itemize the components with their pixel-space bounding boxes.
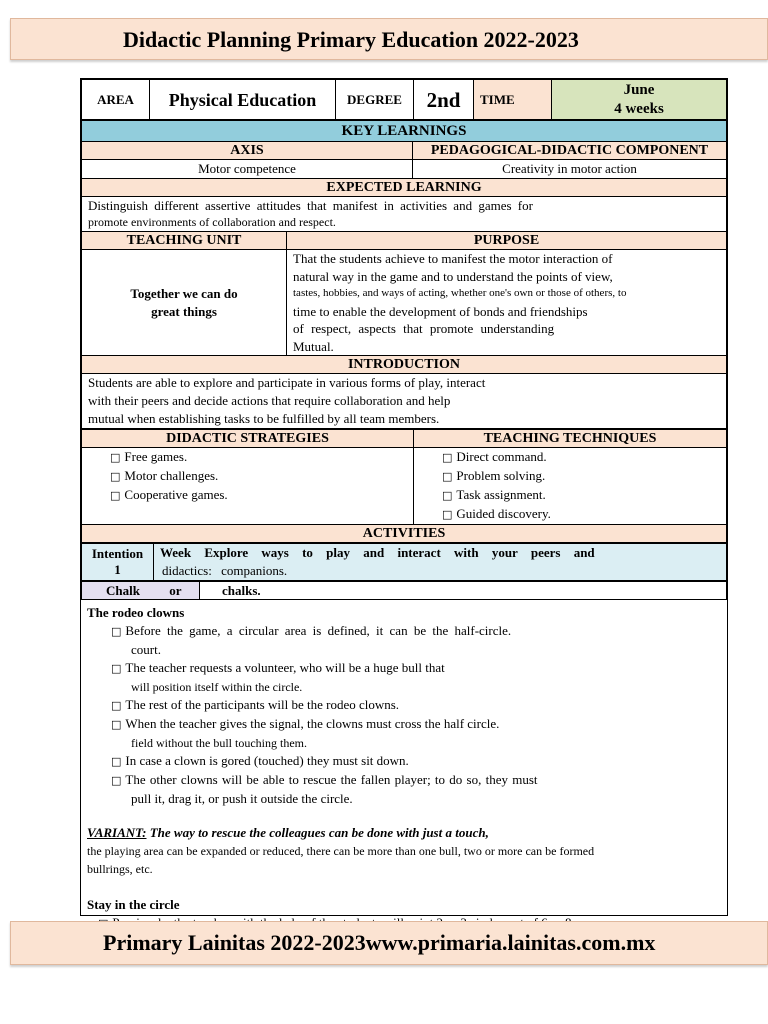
header-banner [10,18,768,60]
footer-banner [10,921,768,965]
intention-cell [82,544,154,581]
rodeo-step-4 [87,715,721,734]
techniques-list [414,448,727,525]
technique-item: □ Task assignment. [442,486,720,505]
rodeo-5: In case a clown is gored (touched) they must sit down. [125,753,409,768]
intro-line-2: with their peers and decide actions that require collaboration and help [88,393,451,408]
degree-value: 2nd [414,80,474,120]
variant-text: The way to rescue the colleagues can be done with just a touch, [146,825,489,840]
expected-learning-heading: EXPECTED LEARNING [82,179,727,197]
purpose-line-4: time to enable the development of bonds and friendships [293,303,588,319]
rodeo-2b: will position itself within the circle. [131,680,303,694]
variant-line-2: the playing area can be expanded or reduced, there can be more than one bull, two or more can be formed [87,844,595,858]
rodeo-4a: When the teacher gives the signal, the clowns must cross the half circle. [125,716,500,731]
purpose-heading: PURPOSE [287,232,727,250]
expected-learning-text [82,197,727,232]
axis-heading: AXIS [82,142,413,160]
technique-item: □ Direct command. [442,448,720,467]
rodeo-step-3 [87,696,721,715]
purpose-line-1: That the students achieve to manifest the motor interaction of [293,251,613,266]
intention-label: Intention [91,546,144,561]
rodeo-title: The rodeo clowns [87,605,185,620]
intention-number: 1 [114,562,121,577]
chalk-table [81,581,727,600]
area-label: AREA [82,80,150,120]
purpose-text [287,250,727,356]
component-heading: PEDAGOGICAL-DIDACTIC COMPONENT [413,142,727,160]
activity-description [154,544,727,581]
explore-line-2b: companions. [221,563,288,578]
explore-line-1: Explore ways to play and interact with your peers and [204,545,595,560]
unit-line-1: Together we can do [130,285,238,301]
activities-heading: ACTIVITIES [82,525,727,543]
or-label: or [169,582,182,598]
chalks-cell [200,582,727,600]
planning-document [80,78,728,916]
introduction-text [82,374,727,429]
chalk-label: Chalk [106,582,140,598]
strategies-table [81,429,727,543]
strategy-item: □ Cooperative games. [110,486,407,505]
rodeo-6b: pull it, drag it, or push it outside the circle. [131,791,353,806]
rodeo-step-1 [87,622,721,641]
component-value: Creativity in motor action [413,160,727,179]
time-label: TIME [474,80,552,120]
variant-line [87,824,721,842]
rodeo-1b: court. [131,642,161,657]
document-title: Didactic Planning Primary Education 2022-2023 [123,27,579,52]
area-value: Physical Education [150,80,336,120]
purpose-line-2: natural way in the game and to understand the points of view, [293,268,613,284]
degree-label: DEGREE [336,80,414,120]
time-value [552,80,727,120]
variant-label: VARIANT: [87,825,147,840]
strategy-item: □ Free games. [110,448,407,467]
footer-text: Primary Lainitas 2022-2023www.primaria.lainitas.com.mx [103,930,656,955]
purpose-line-6: Mutual. [293,338,334,354]
expected-line-1: Distinguish different assertive attitudes that manifest in activities and games for [88,198,533,213]
intro-line-1: Students are able to explore and participate in various forms of play, interact [88,375,486,390]
expected-line-2: promote environments of collaboration and respect. [88,215,336,229]
main-table [81,120,727,429]
rodeo-step-2 [87,659,721,678]
time-weeks: 4 weeks [614,100,664,117]
teaching-unit-value [82,250,287,356]
info-table [81,79,727,120]
intro-line-3: mutual when establishing tasks to be fulfilled by all team members. [88,411,440,426]
activity-body [81,600,727,937]
stay-title: Stay in the circle [87,897,180,912]
purpose-line-3: tastes, hobbies, and ways of acting, whether one's own or those of others, to [293,287,627,299]
rodeo-4b: field without the bull touching them. [131,736,307,750]
variant-line-3: bullrings, etc. [87,862,153,876]
technique-item: □ Problem solving. [442,467,720,486]
rodeo-3: The rest of the participants will be the rodeo clowns. [125,697,400,712]
teaching-unit-heading: TEACHING UNIT [82,232,287,250]
axis-value: Motor competence [82,160,413,179]
week-label: Week [160,545,192,560]
strategies-list [82,448,414,525]
unit-line-2: great things [151,303,217,319]
introduction-heading: INTRODUCTION [82,356,727,374]
rodeo-1a: Before the game, a circular area is defined, it can be the half-circle. [125,623,512,638]
strategies-heading: DIDACTIC STRATEGIES [82,430,414,448]
chalks-label: chalks. [222,582,261,598]
technique-item: □ Guided discovery. [442,505,720,524]
rodeo-6a: The other clowns will be able to rescue the fallen player; to do so, they must [125,772,538,787]
rodeo-step-5 [87,752,721,771]
activity-intention-table [81,543,727,581]
explore-line-2a: didactics: [162,563,212,578]
key-learnings-heading: KEY LEARNINGS [82,121,727,142]
chalk-cell [82,582,200,600]
rodeo-2a: The teacher requests a volunteer, who will be a huge bull that [125,660,445,675]
purpose-line-5: of respect, aspects that promote understanding [293,321,555,336]
time-month: June [623,81,655,98]
rodeo-step-6 [87,771,721,790]
techniques-heading: TEACHING TECHNIQUES [414,430,727,448]
strategy-item: □ Motor challenges. [110,467,407,486]
